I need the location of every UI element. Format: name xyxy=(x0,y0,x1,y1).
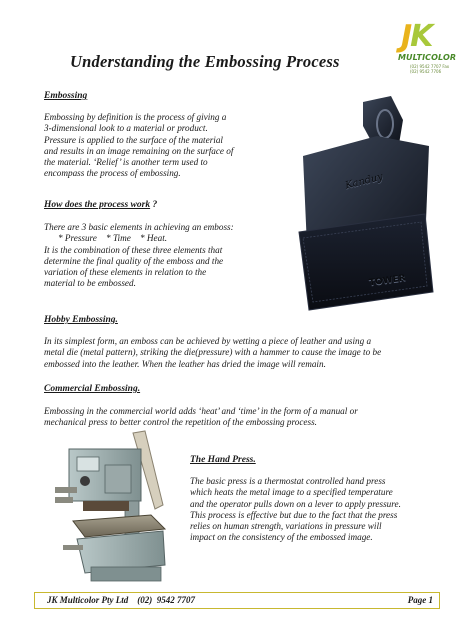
hand-press-image xyxy=(55,427,179,587)
para-line: The basic press is a thermostat controlled hand press xyxy=(190,476,386,486)
hand-press-heading: The Hand Press. xyxy=(190,455,256,465)
commercial-heading: Commercial Embossing. xyxy=(44,384,141,394)
how-paragraph xyxy=(44,222,268,290)
para-line: and results in an image remaining on the surface of xyxy=(44,145,234,156)
para-line: impact on the consistency of the embossed image. xyxy=(190,532,373,543)
para-line: This process is effective but due to the fact that the press xyxy=(190,509,398,520)
commercial-paragraph xyxy=(44,406,442,429)
para-line: encompass the process of embossing. xyxy=(44,168,181,179)
logo-brand: MULTICOLOR xyxy=(398,53,457,62)
para-line: Pressure is applied to the surface of the material xyxy=(44,134,223,145)
para-line: material to be embossed. xyxy=(44,278,136,289)
para-line: determine the final quality of the emboss and the xyxy=(44,255,224,266)
para-line: Embossing in the commercial world adds ‘heat’ and ‘time’ in the form of a manual or xyxy=(44,406,358,416)
page-footer xyxy=(34,592,440,609)
embossed-leather-image xyxy=(287,96,441,322)
para-line: Embossing by definition is the process of giving a xyxy=(44,112,227,122)
para-line: There are 3 basic elements in achieving an emboss: xyxy=(44,222,234,232)
hand-press-paragraph xyxy=(190,476,442,544)
footer-page-number: Page 1 xyxy=(407,595,433,605)
para-line: * Pressure * Time * Heat. xyxy=(58,233,168,244)
jk-multicolor-logo xyxy=(398,19,458,74)
para-line: It is the combination of these three elements that xyxy=(44,244,223,255)
para-line: 3-dimensional look to a material or product. xyxy=(44,123,208,134)
page-title: Understanding the Embossing Process xyxy=(70,52,340,71)
para-line: variation of these elements in relation to the xyxy=(44,267,207,278)
hobby-paragraph xyxy=(44,336,442,370)
embossing-paragraph xyxy=(44,112,268,180)
emboss-text-bottom: TOWER xyxy=(368,273,407,289)
emboss-text-top: Kanduy xyxy=(344,171,385,192)
footer-company: JK Multicolor Pty Ltd (02) 9542 7707 xyxy=(47,595,195,605)
para-line: In its simplest form, an emboss can be achieved by wetting a piece of leather and using a xyxy=(44,336,372,346)
hobby-heading: Hobby Embossing. xyxy=(44,315,118,325)
para-line: embossed into the leather. When the leather has dried the image will remain. xyxy=(44,358,326,369)
logo-phone: (02) 9542 7707 Fax (02) 9542 7706 xyxy=(410,64,450,74)
para-line: and the operator pulls down on a lever to apply pressure. xyxy=(190,498,401,509)
para-line: metal die (metal pattern), striking the die(pressure) with a hammer to cause the image to be xyxy=(44,347,382,358)
logo-initials: JK xyxy=(401,19,432,54)
para-line: mechanical press to better control the repetition of the embossing process. xyxy=(44,417,317,428)
para-line: the material. ‘Relief’ is another term used to xyxy=(44,157,208,168)
para-line: relies on human strength, variations in pressure will xyxy=(190,521,382,532)
embossing-heading: Embossing xyxy=(44,91,88,101)
para-line: which heats the metal image to a specified temperature xyxy=(190,487,393,498)
how-heading: How does the process work ? xyxy=(44,200,158,210)
